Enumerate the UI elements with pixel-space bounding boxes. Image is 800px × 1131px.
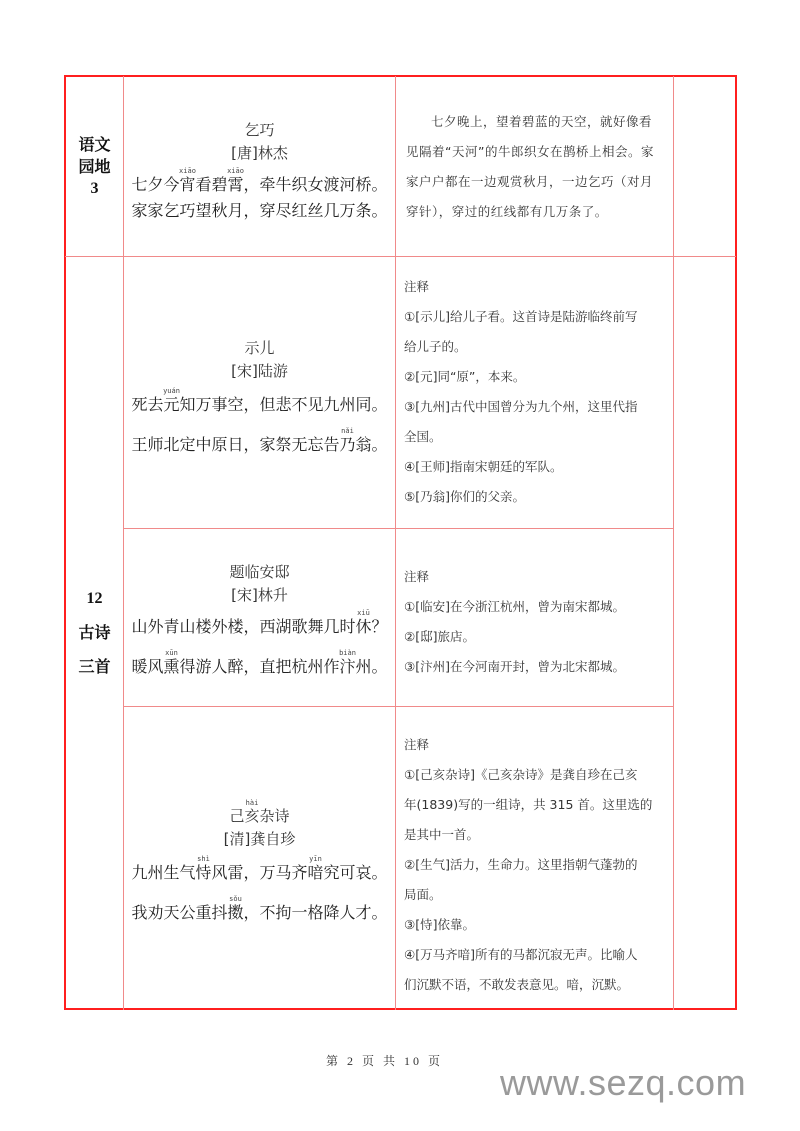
poem-line [131, 167, 387, 195]
poem-line: 死去元yuán知万事空，但悲不见九州同。 [131, 386, 388, 414]
poem-title: 示儿 [244, 338, 275, 357]
note-line: ②[元]同“原”，本来。 [404, 369, 526, 384]
ruby-annotation: 熏xūn [163, 648, 180, 676]
ruby-annotation: 休xiū [355, 608, 372, 636]
notes-block [396, 562, 673, 702]
poem-author: [宋]陆游 [231, 361, 288, 380]
note-line: ③[恃]依靠。 [404, 917, 475, 932]
poem-text: 看碧 [195, 174, 228, 194]
ruby-annotation: 擞sǒu [227, 895, 244, 922]
poem-line: 暖风熏xūn得游人醉，直把杭州作汴biàn州。 [131, 648, 388, 676]
note-line: 局面。 [404, 887, 442, 902]
poem-line: 山外青山楼外楼，西湖歌舞几时休xiū？ [131, 608, 388, 636]
note-line: ④[王师]指南宋朝廷的军队。 [404, 459, 563, 474]
poem-block [124, 707, 395, 1009]
note-line: ④[万马齐喑]所有的马都沉寂无声。比喻人 [404, 947, 638, 962]
ruby-annotation: 元yuán [163, 386, 180, 414]
poem-author: [清]龚自珍 [223, 830, 296, 848]
notes-title: 注释 [404, 569, 430, 584]
notes-block [396, 730, 673, 1005]
poem-block [124, 257, 395, 528]
lesson-label [66, 77, 123, 256]
ruby-annotation: 乃nǎi [339, 426, 356, 454]
note-line: ①[临安]在今浙江杭州，曾为南宋都城。 [404, 599, 625, 614]
ruby-annotation: 喑yīn [307, 855, 324, 882]
note-line: 全国。 [404, 429, 442, 444]
lesson-label [66, 257, 123, 1009]
note-line: ②[邸]旅店。 [404, 629, 475, 644]
column-divider [673, 76, 674, 1010]
note-line: 给儿子的。 [404, 339, 467, 354]
poem-title: 题临安邸 [229, 562, 290, 581]
poem-line: 我劝天公重抖擞sǒu，不拘一格降人才。 [131, 895, 388, 922]
ruby-annotation: 恃shì [195, 855, 212, 882]
lesson-label-line: 园地 [78, 156, 111, 176]
poem-text: ，牵牛织女渡河桥。 [243, 174, 388, 194]
note-line: ③[汴州]在今河南开封，曾为北宋都城。 [404, 659, 625, 674]
note-line: ①[己亥杂诗]《己亥杂诗》是龚自珍在己亥 [404, 767, 638, 782]
poem-block [124, 529, 395, 706]
note-line: 是其中一首。 [404, 827, 480, 842]
note-line: ②[生气]活力，生命力。这里指朝气蓬勃的 [404, 857, 638, 872]
lesson-number: 12 [86, 590, 103, 607]
poem-author: [唐]林杰 [231, 143, 288, 162]
poem-text: 七夕今 [131, 174, 180, 194]
poem-block [124, 77, 395, 256]
poem-title: 己亥hài杂诗 [229, 799, 290, 825]
note-line: 们沉默不语，不敢发表意见。喑，沉默。 [404, 977, 630, 992]
ruby-annotation: 霄xiāo [227, 166, 244, 194]
lesson-label-line: 三首 [78, 657, 111, 676]
ruby-annotation: 亥hài [244, 799, 260, 825]
poem-line: 九州生气恃shì风雷，万马齐喑yīn究可哀。 [131, 855, 388, 882]
note-line: ③[九州]古代中国曾分为九个州，这里代指 [404, 399, 638, 414]
ruby-annotation: 汴biàn [339, 648, 356, 676]
page-number: 第 2 页 共 10 页 [326, 1054, 444, 1068]
poem-line: 家家乞巧望秋月，穿尽红丝几万条。 [131, 200, 388, 220]
poem-author: [宋]林升 [231, 585, 288, 604]
translation-text: 七夕晚上，望着碧蓝的天空，就好像看见隔着“天河”的牛郎织女在鹊桥上相会。家家户户都在一边观赏秋月，一边乞巧（对月穿针），穿过的红线都有几万条了。 [406, 113, 654, 219]
watermark: www.sezq.com [500, 1062, 747, 1103]
poem-line: 王师北定中原日，家祭无忘告乃nǎi翁。 [131, 426, 388, 454]
notes-title: 注释 [404, 279, 430, 294]
notes-title: 注释 [404, 737, 430, 752]
note-line: ⑤[乃翁]你们的父亲。 [404, 489, 525, 504]
notes-block [396, 272, 673, 528]
lesson-label-line: 古诗 [78, 623, 111, 642]
ruby-annotation: 宵xiāo [179, 166, 196, 194]
poem-title: 乞巧 [244, 120, 275, 139]
note-line: ①[示儿]给儿子看。这首诗是陆游临终前写 [404, 309, 638, 324]
note-line: 年(1839)写的一组诗，共 315 首。这里选的 [404, 797, 653, 812]
lesson-number: 3 [90, 179, 99, 197]
translation-block [396, 77, 673, 256]
lesson-label-line: 语文 [78, 134, 111, 154]
